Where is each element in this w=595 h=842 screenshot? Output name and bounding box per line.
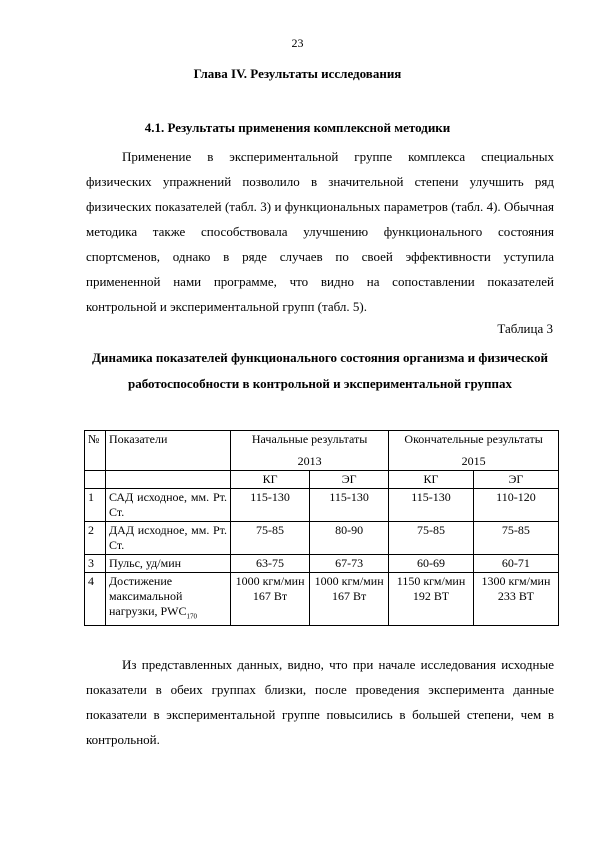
paragraph-conclusion bbox=[86, 652, 554, 752]
row-value: 75-85 bbox=[473, 522, 558, 555]
row-indicator: ДАД исходное, мм. Рт. Ст. bbox=[106, 522, 231, 555]
row-indicator-text: Достижение максимальной нагрузки, PWC bbox=[109, 574, 187, 618]
paragraph-conclusion-text: Из представленных данных, видно, что при начале исследования исходные показатели в обеих группах близки, после проведения эксперимента данные показатели в экспериментальной группе повысились в большей степени, чем в контрольной. bbox=[86, 657, 554, 747]
table-row bbox=[85, 489, 559, 522]
row-number: 4 bbox=[85, 573, 106, 626]
paragraph-intro-text: Применение в экспериментальной группе комплекса специальных физических упражнений позволило в значительной степени улучшить ряд физических показателей (табл. 3) и функциональных параметров (табл. 4). Обычная методика также способствовала улучшению функционального состояния спортсменов, однако в ряде случаев по своей эффективности уступила примененной нами программе, что видно на сопоставлении показателей контрольной и экспериментальной групп (табл. 5). bbox=[86, 149, 554, 314]
row-indicator bbox=[106, 573, 231, 626]
row-number: 2 bbox=[85, 522, 106, 555]
row-number: 3 bbox=[85, 555, 106, 573]
header-number: № bbox=[85, 431, 106, 471]
results-table bbox=[84, 430, 559, 626]
subheader-eg: ЭГ bbox=[473, 471, 558, 489]
table-label: Таблица 3 bbox=[497, 321, 553, 336]
subheader-empty bbox=[85, 471, 106, 489]
table-row bbox=[85, 522, 559, 555]
row-value: 115-130 bbox=[389, 489, 474, 522]
chapter-title: Глава IV. Результаты исследования bbox=[193, 66, 402, 81]
header-initial-label: Начальные результаты bbox=[251, 432, 368, 446]
row-value: 1000 кгм/мин 167 Вт bbox=[231, 573, 310, 626]
table-subheader-row bbox=[85, 471, 559, 489]
row-value: 115-130 bbox=[310, 489, 389, 522]
row-value: 1150 кгм/мин 192 ВТ bbox=[389, 573, 474, 626]
header-indicator: Показатели bbox=[106, 431, 231, 471]
header-initial bbox=[231, 431, 389, 449]
row-value: 80-90 bbox=[310, 522, 389, 555]
subheader-empty bbox=[106, 471, 231, 489]
row-value: 63-75 bbox=[231, 555, 310, 573]
row-indicator: Пульс, уд/мин bbox=[106, 555, 231, 573]
header-final-label: Окончательные результаты bbox=[404, 432, 543, 446]
header-initial-year: 2013 bbox=[231, 448, 389, 471]
section-title: 4.1. Результаты применения комплексной методики bbox=[144, 120, 451, 135]
subheader-kg: КГ bbox=[231, 471, 310, 489]
row-number: 1 bbox=[85, 489, 106, 522]
row-value: 67-73 bbox=[310, 555, 389, 573]
page-number: 23 bbox=[291, 36, 304, 50]
row-indicator: САД исходное, мм. Рт. Ст. bbox=[106, 489, 231, 522]
subheader-eg: ЭГ bbox=[310, 471, 389, 489]
row-value: 110-120 bbox=[473, 489, 558, 522]
row-value: 60-69 bbox=[389, 555, 474, 573]
header-final bbox=[389, 431, 559, 449]
row-value: 75-85 bbox=[231, 522, 310, 555]
pwc-subscript: 170 bbox=[186, 612, 198, 621]
table-row bbox=[85, 573, 559, 626]
row-value: 1300 кгм/мин 233 ВТ bbox=[473, 573, 558, 626]
row-value: 60-71 bbox=[473, 555, 558, 573]
paragraph-intro bbox=[86, 144, 554, 319]
table-header-row bbox=[85, 431, 559, 449]
row-value: 75-85 bbox=[389, 522, 474, 555]
table-row bbox=[85, 555, 559, 573]
row-value: 1000 кгм/мин 167 Вт bbox=[310, 573, 389, 626]
subheader-kg: КГ bbox=[389, 471, 474, 489]
header-final-year: 2015 bbox=[389, 448, 559, 471]
table-title: Динамика показателей функционального состояния организма и физической работоспособности в контрольной и экспериментальной группах bbox=[92, 350, 548, 391]
row-value: 115-130 bbox=[231, 489, 310, 522]
